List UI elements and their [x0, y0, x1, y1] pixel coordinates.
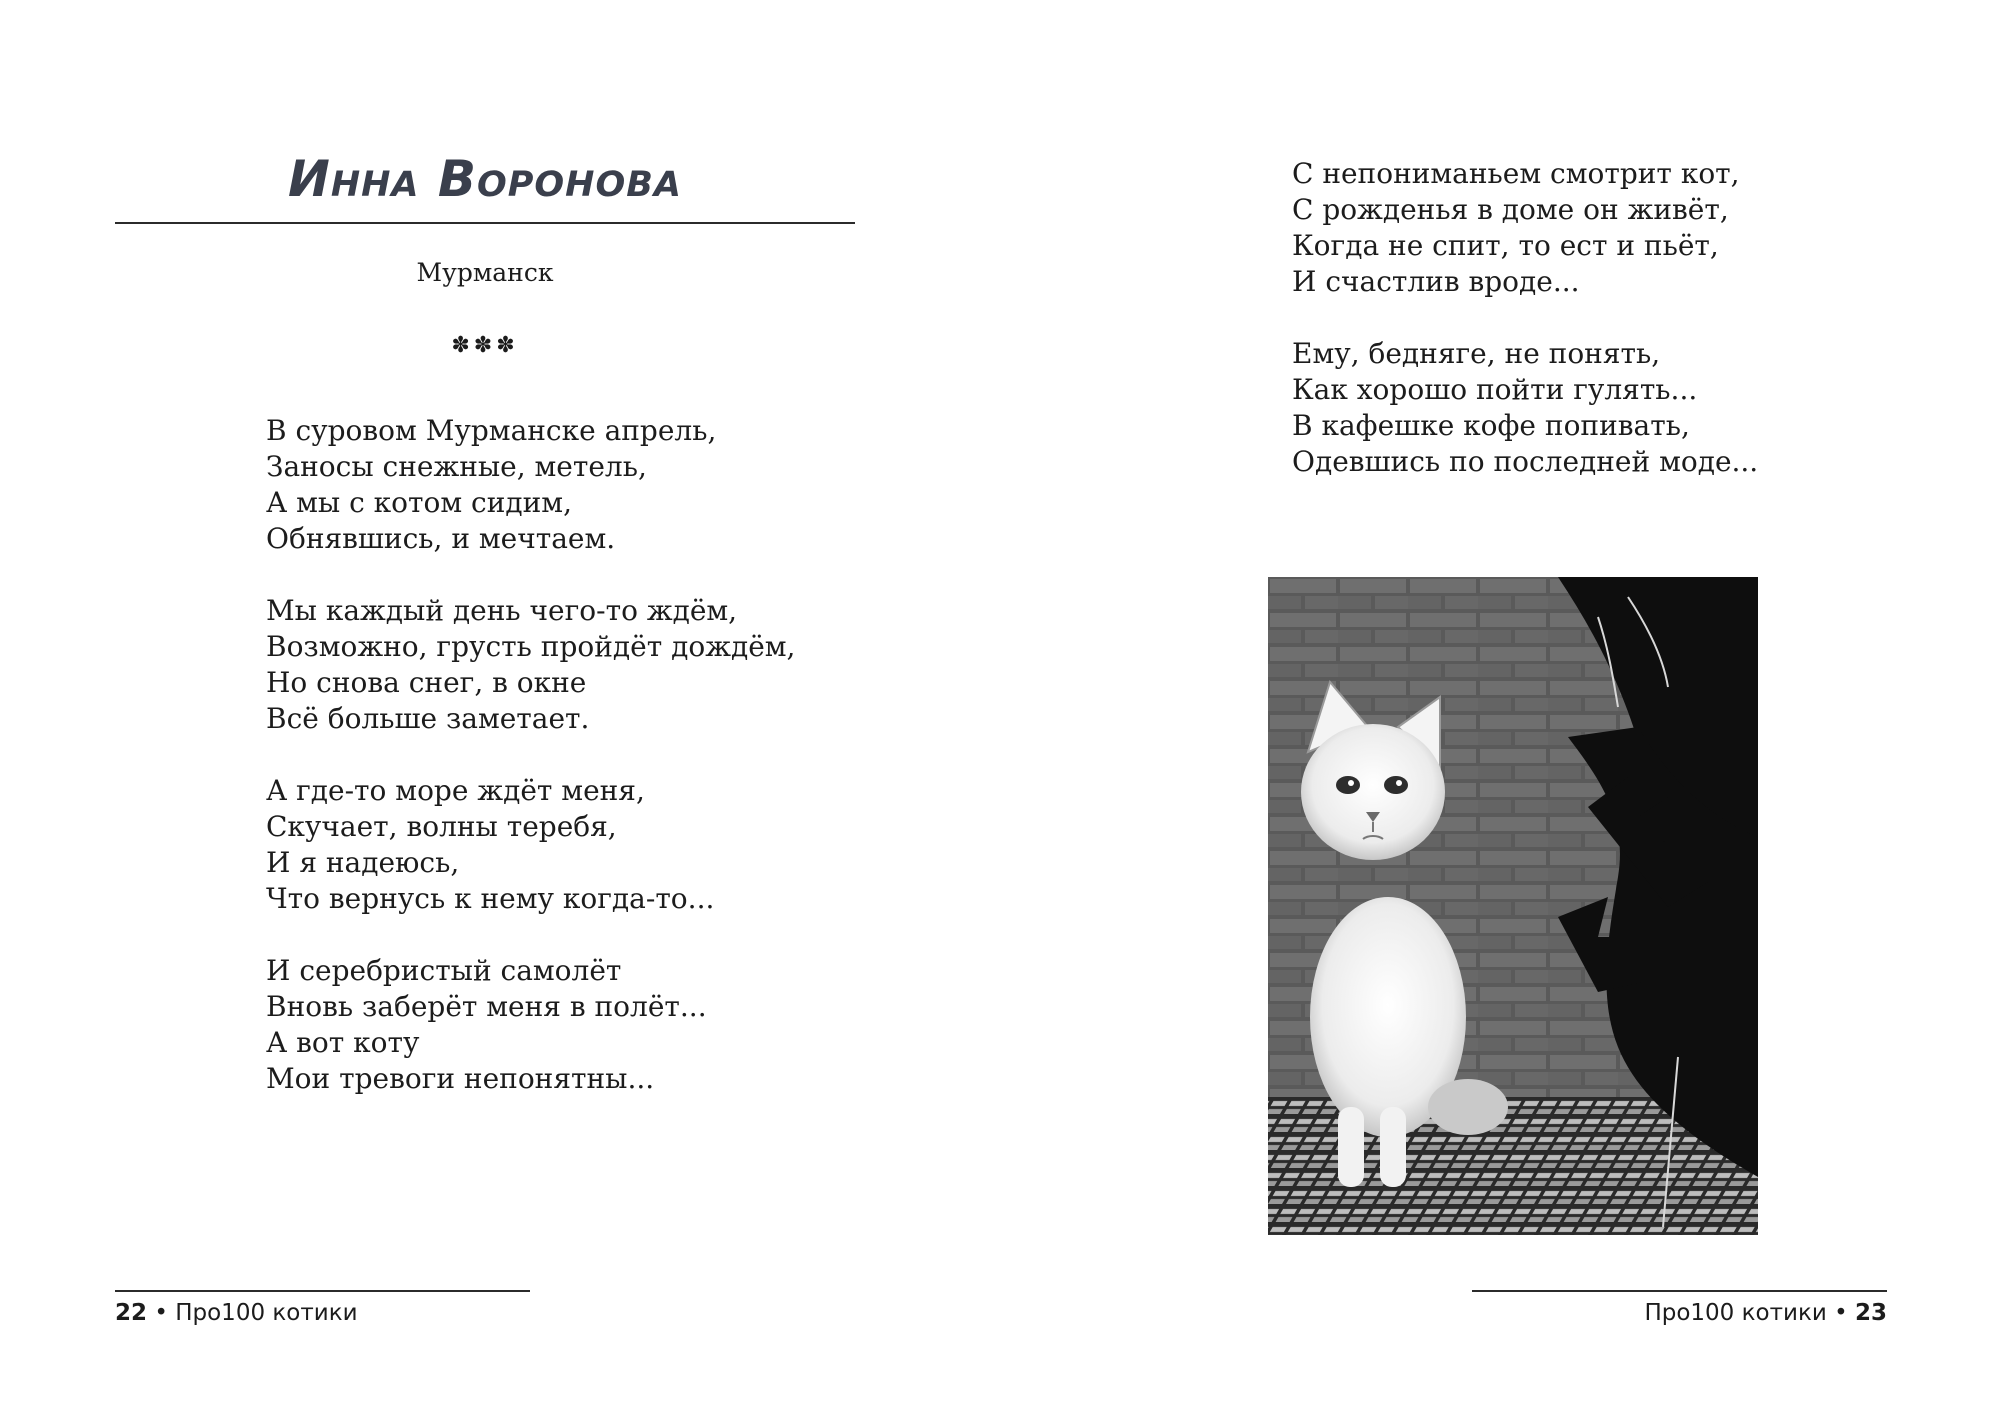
poem-line: Ему, бедняге, не понять,: [1292, 337, 1661, 370]
title-divider: [115, 222, 855, 224]
poem-line: В кафешке кофе попивать,: [1292, 409, 1690, 442]
page-number: 22: [115, 1300, 148, 1326]
poem-line: В суровом Мурманске апрель,: [266, 414, 717, 447]
footer-divider: [115, 1290, 530, 1292]
book-title: Про100 котики: [175, 1300, 358, 1326]
stanza: [266, 953, 795, 1097]
stanza: [266, 773, 795, 917]
book-title: Про100 котики: [1644, 1300, 1827, 1326]
stanza: [266, 593, 795, 737]
poem-line: Мы каждый день чего-то ждём,: [266, 594, 738, 627]
poem-line: И я надеюсь,: [266, 846, 460, 879]
page-number: 23: [1854, 1300, 1887, 1326]
poem-line: А где-то море ждёт меня,: [266, 774, 645, 807]
poem-line: Мои тревоги непонятны...: [266, 1062, 655, 1095]
poem-line: Скучает, волны теребя,: [266, 810, 617, 843]
cat-photo: [1268, 577, 1758, 1235]
right-page: [1000, 0, 2000, 1409]
page-footer: [1644, 1300, 1887, 1326]
poem-line: Как хорошо пойти гулять...: [1292, 373, 1698, 406]
author-name: Инна Воронова: [287, 150, 682, 208]
asterism-separator: ✽✽✽: [451, 333, 519, 358]
poem-line: С рожденья в доме он живёт,: [1292, 193, 1729, 226]
poem-right: [1292, 156, 1758, 480]
poem-line: А вот коту: [266, 1026, 420, 1059]
stanza: [1292, 156, 1758, 300]
poem-line: Вновь заберёт меня в полёт...: [266, 990, 707, 1023]
page-footer: [115, 1300, 358, 1326]
poem-line: А мы с котом сидим,: [266, 486, 572, 519]
poem-line: И счастлив вроде...: [1292, 265, 1580, 298]
poem-line: Одевшись по последней моде...: [1292, 445, 1759, 478]
footer-bullet: •: [154, 1300, 168, 1326]
poem-line: Всё больше заметает.: [266, 702, 590, 735]
poem-line: Обнявшись, и мечтаем.: [266, 522, 616, 555]
poem-line: Но снова снег, в окне: [266, 666, 587, 699]
poem-left: [266, 413, 795, 1097]
footer-bullet: •: [1834, 1300, 1848, 1326]
poem-line: Возможно, грусть пройдёт дождём,: [266, 630, 796, 663]
stanza: [266, 413, 795, 557]
poem-line: С непониманьем смотрит кот,: [1292, 157, 1740, 190]
footer-divider: [1472, 1290, 1887, 1292]
poem-line: Что вернусь к нему когда-то...: [266, 882, 715, 915]
poem-line: И серебристый самолёт: [266, 954, 622, 987]
cat-photo-illustration: [1268, 577, 1758, 1235]
poem-line: Когда не спит, то ест и пьёт,: [1292, 229, 1719, 262]
poem-line: Заносы снежные, метель,: [266, 450, 647, 483]
poem-location: Мурманск: [416, 258, 554, 287]
stanza: [1292, 336, 1758, 480]
